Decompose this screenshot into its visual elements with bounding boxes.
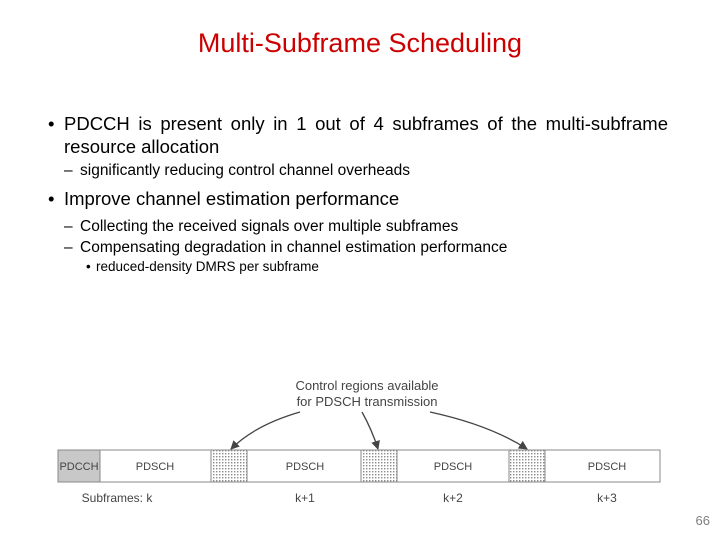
annotation-line-2: for PDSCH transmission [296, 394, 438, 409]
bullet-dot: • [48, 113, 55, 134]
sub-bullet-dash: – [64, 218, 73, 235]
arrow-to-k1-control [231, 412, 300, 449]
segment-label-pdsch-k2: PDSCH [433, 461, 473, 473]
sub-bullet-text: Collecting the received signals over multiple subframes [80, 218, 459, 235]
segment-label-pdsch-k3: PDSCH [587, 461, 627, 473]
annotation-line-1: Control regions available [295, 378, 439, 393]
control-region-k3 [509, 450, 545, 482]
segment-label-pdsch-k: PDSCH [135, 461, 175, 473]
segment-label-pdsch-k1: PDSCH [285, 461, 325, 473]
sub-sub-bullet-text: reduced-density DMRS per subframe [96, 259, 319, 274]
slide-title: Multi-Subframe Scheduling [197, 28, 523, 58]
arrow-to-k3-control [430, 412, 527, 449]
sub-sub-bullet-dot: • [86, 259, 91, 274]
subframe-label-k3: k+3 [597, 491, 617, 505]
subframe-label-k1: k+1 [295, 491, 315, 505]
sub-bullet-dash: – [64, 239, 73, 256]
segment-label-pdcch: PDCCH [59, 461, 99, 473]
sub-bullet-text: Compensating degradation in channel estimation performance [80, 239, 508, 256]
subframe-label-k2: k+2 [443, 491, 463, 505]
subframe-label-k: Subframes: k [81, 491, 153, 505]
bullet-dot: • [48, 188, 55, 209]
sub-bullet-dash: – [64, 162, 73, 179]
control-region-k1 [211, 450, 247, 482]
page-number: 66 [695, 513, 710, 528]
control-region-k2 [361, 450, 397, 482]
bullet-text: PDCCH is present only in 1 out of 4 subframes of the multi-subframe resource allocation [64, 113, 668, 157]
arrow-to-k2-control [362, 412, 378, 449]
sub-bullet-text: significantly reducing control channel overheads [80, 162, 411, 179]
bullet-text: Improve channel estimation performance [64, 188, 400, 209]
